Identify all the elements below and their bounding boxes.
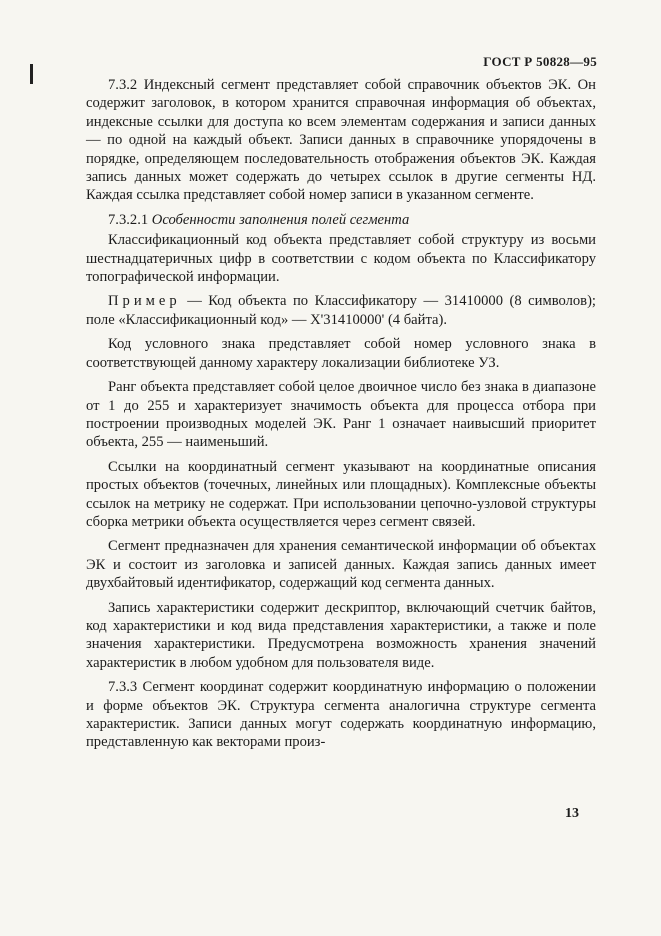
subsection-title: Особенности заполнения полей сегмента [151, 211, 410, 228]
paragraph-coordinate-links: Ссылки на координатный сегмент указывают на координатные описания простых объектов (точечных, линейных или площадных). Комплексные объекты ссылок на метрику не содержат. При использовании цепочно-узловой структуры сборка метрики объекта осуществляется через сегмент связей. [86, 458, 596, 530]
page-number: 13 [565, 806, 579, 821]
paragraph-symbol-code: Код условного знака представляет собой номер условного знака в соответствующей данному характеру локализации библиотеке УЗ. [86, 336, 596, 371]
example-label: Пример [108, 293, 181, 310]
paragraph-semantic-segment: Сегмент предназначен для хранения семантической информации об объектах ЭК и состоит из заголовка и записей данных. Каждая запись данных имеет двухбайтовый идентификатор, содержащий код сегмента данных. [86, 538, 596, 592]
margin-change-mark [30, 64, 33, 84]
page-body [86, 76, 596, 758]
paragraph-example [86, 292, 596, 329]
paragraph-classification-code: Классификационный код объекта представляет собой структуру из восьми шестнадцатеричных цифр в соответствии с кодом объекта по Классификатору топографической информации. [86, 232, 596, 286]
paragraph-7-3-3: 7.3.3 Сегмент координат содержит координатную информацию о положении и форме объектов ЭК. Структура сегмента аналогична структуре сегмента характеристик. Записи данных могут содержать координатную информацию, представленную как векторами произ- [86, 679, 596, 751]
paragraph-7-3-2: 7.3.2 Индексный сегмент представляет собой справочник объектов ЭК. Он содержит заголовок, в котором хранится справочная информация об объектах, индексные ссылки для доступа ко всем элементам содержания и записи данных — по одной на каждый объект. Записи данных в справочнике упорядочены в порядке, определяющем последовательность отображения объектов ЭК. Каждая запись данных может содержать до четырех ссылок в другие сегменты НД. Каждая ссылка представляет собой номер записи в указанном сегменте. [86, 77, 596, 204]
subsection-heading-7-3-2-1 [86, 211, 596, 229]
subsection-number: 7.3.2.1 [108, 211, 149, 228]
paragraph-characteristic-record: Запись характеристики содержит дескриптор, включающий счетчик байтов, код характеристики и код вида представления характеристики, а также и поле значения характеристики. Предусмотрена возможность хранения значений характеристик в любом удобном для пользователя виде. [86, 599, 596, 671]
paragraph-object-rank: Ранг объекта представляет собой целое двоичное число без знака в диапазоне от 1 до 255 и характеризует значимость объекта для процесса отбора при построении производных моделей ЭК. Ранг 1 означает наивысший приоритет объекта, 255 — наименьший. [86, 379, 596, 451]
example-text: — Код объекта по Классификатору — 31410000 (8 символов); поле «Классификационный код» — X'31410000' (4 байта). [86, 293, 596, 328]
document-code-header: ГОСТ Р 50828—95 [483, 54, 597, 69]
